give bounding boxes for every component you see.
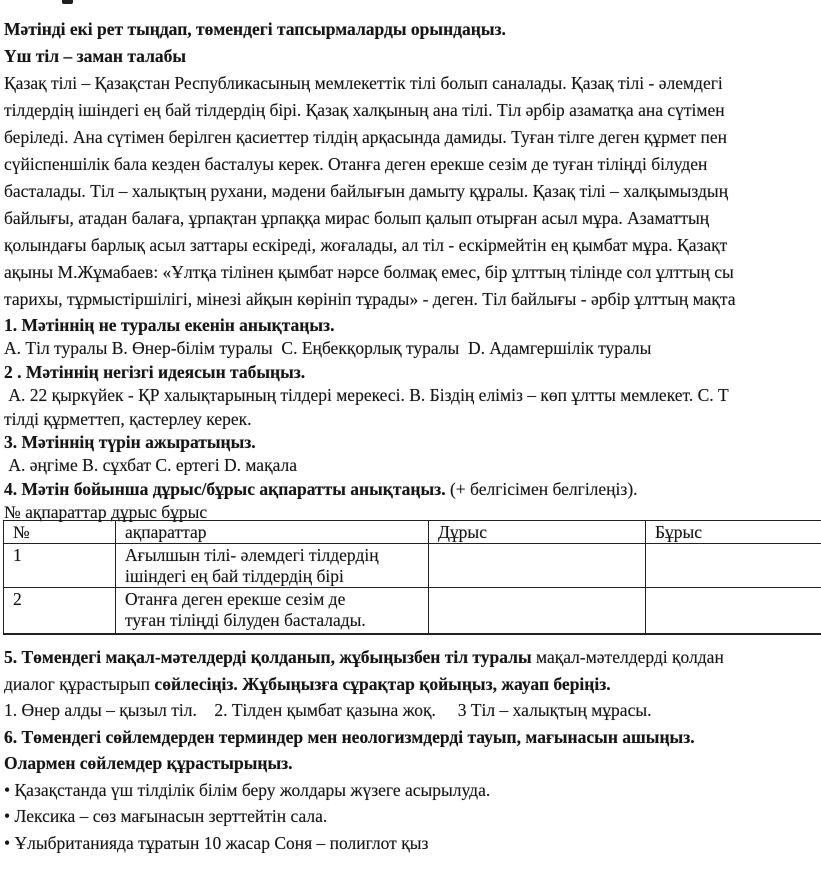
table-row [4,588,821,635]
reading-text-line: сүйіспеншілік бала кезден басталуы керек. Отанға деген ерекше сезім де туған тіліңді білуден [4,154,708,174]
task-6-heading-line2: Олармен сөйлемдер құрастырыңыз. [4,753,293,773]
question-3-heading: 3. Мәтіннің түрін ажыратыңыз. [4,432,256,453]
table-row [4,544,821,588]
task-6-heading-line1: 6. Төмендегі сөйлемдерден терминдер мен неологизмдерді тауып, мағынасын ашыңыз. [4,726,695,747]
question-2-options-line2: тілді құрметтеп, қастерлеу керек. [4,408,252,429]
col-header-info: ақпараттар [116,521,429,544]
listening-instruction: Мәтінді екі рет тыңдап, төмендегі тапсырмаларды орындаңыз. [4,19,506,39]
reading-text-line: байлығы, атадан балаға, ұрпақтан ұрпаққа мирас болып қалып отырған асыл мұра. Азаматтың [4,208,710,228]
question-2-options-line1: А. 22 қыркүйек - ҚР халықтарының тілдері мерекесі. В. Біздің еліміз – көп ұлтты мемлекет. С. Т [4,385,729,406]
task-5-heading-line2 [4,671,821,698]
reading-text-line: тілдердің ішіндегі ең бай тілдердің бірі. Қазақ халқының ана тілі. Тіл әрбір азаматқа ана сүтімен [4,100,725,120]
statement-cell [116,588,429,635]
answer-cell-burys[interactable] [646,544,821,588]
statement-line: Ағылшын тілі- әлемдегі тілдердің [125,545,379,565]
reading-text-line: ақыны М.Жұмабаев: «Ұлтқа тілінен қымбат нәрсе болмақ емес, бір ұлттың тілінде сол ұлттың сы [4,262,734,282]
statement-line: ішіндегі ең бай тілдердің бірі [125,566,344,586]
question-4-heading [4,478,821,501]
task-6-bullet: • Лексика – сөз мағынасын зерттейтін сала. [4,806,328,826]
task-5-line2-regular: диалог құрастырып [4,673,155,694]
col-header-burys: Бұрыс [646,521,821,544]
page-edge-artifact [62,0,73,4]
question-1-options: А. Тіл туралы В. Өнер-білім туралы С. Еңбекқорлық туралы D. Адамгершілік туралы [4,338,652,359]
answer-cell-durys[interactable] [429,588,646,635]
text-title: Үш тіл – заман талабы [4,46,187,66]
task-6-bullet: • Ұлыбританияда тұратын 10 жасар Соня – полиглот қыз [4,832,429,853]
reading-text-line: Қазақ тілі – Қазақстан Республикасының мемлекеттік тілі болып саналады. Қазақ тілі - әлемдегі [4,73,723,93]
true-false-table [3,520,821,635]
reading-text-line: тарихы, тұрмыстіршілігі, мінезі айқын көрініп тұрады» - деген. Тіл байлығы - әрбір ұлттың мақта [4,289,736,309]
question-3-options: А. әңгіме В. сұхбат С. ертегі D. мақала [4,455,297,476]
tasks-section [4,644,821,856]
col-header-durys: Дұрыс [429,521,646,544]
reading-text-line: беріледі. Ана сүтімен берілген қасиеттер тілдің арқасында дамиды. Туған тілге деген құрмет пен [4,127,727,147]
question-4-heading-bold: 4. Мәтін бойынша дұрыс/бұрыс ақпаратты анықтаңыз. [4,478,446,499]
row-number-cell: 2 [4,588,116,635]
question-2-heading: 2 . Мәтіннің негізгі идеясын табыңыз. [4,361,306,382]
answer-cell-durys[interactable] [429,544,646,588]
questions-section [4,314,821,525]
text-section [4,16,821,313]
question-4-heading-note: (+ белгісімен белгілеңіз). [445,478,638,499]
answer-cell-burys[interactable] [646,588,821,635]
question-4-subline: № ақпараттар дұрыс бұрыс [4,502,208,523]
task-5-heading-regular: мақал-мәтелдерді қолдан [531,647,724,667]
statement-line: туған тіліңді білуден басталады. [125,610,366,630]
task-5-heading-line1 [4,644,821,671]
statement-cell [116,544,429,588]
statement-line: Отанға деген ерекше сезім де [125,589,346,609]
task-5-line2-bold: сөйлесіңіз. Жұбыңызға сұрақтар қойыңыз, жауап беріңіз. [154,673,611,694]
reading-text-line: басталады. Тіл – халықтың рухани, мәдени байлығын дамыту құралы. Қазақ тілі – халқымыздың [4,181,729,201]
task-5-proverbs: 1. Өнер алды – қызыл тіл. 2. Тілден қымбат қазына жоқ. 3 Тіл – халықтың мұрасы. [4,700,652,720]
col-header-num: № [4,521,116,544]
task-5-heading-bold: 5. Төмендегі мақал-мәтелдерді қолданып, жұбыңызбен тіл туралы [4,647,532,667]
reading-text-line: қолындағы барлық асыл заттары ескіреді, жоғалады, ал тіл - ескірмейтін ең қымбат мұра. Қазақт [4,235,728,255]
row-number-cell: 1 [4,544,116,588]
table-header-row [4,521,821,544]
task-6-bullet: • Қазақстанда үш тілділік білім беру жолдары жүзеге асырылуда. [4,779,491,800]
question-1-heading: 1. Мәтіннің не туралы екенін анықтаңыз. [4,315,335,335]
